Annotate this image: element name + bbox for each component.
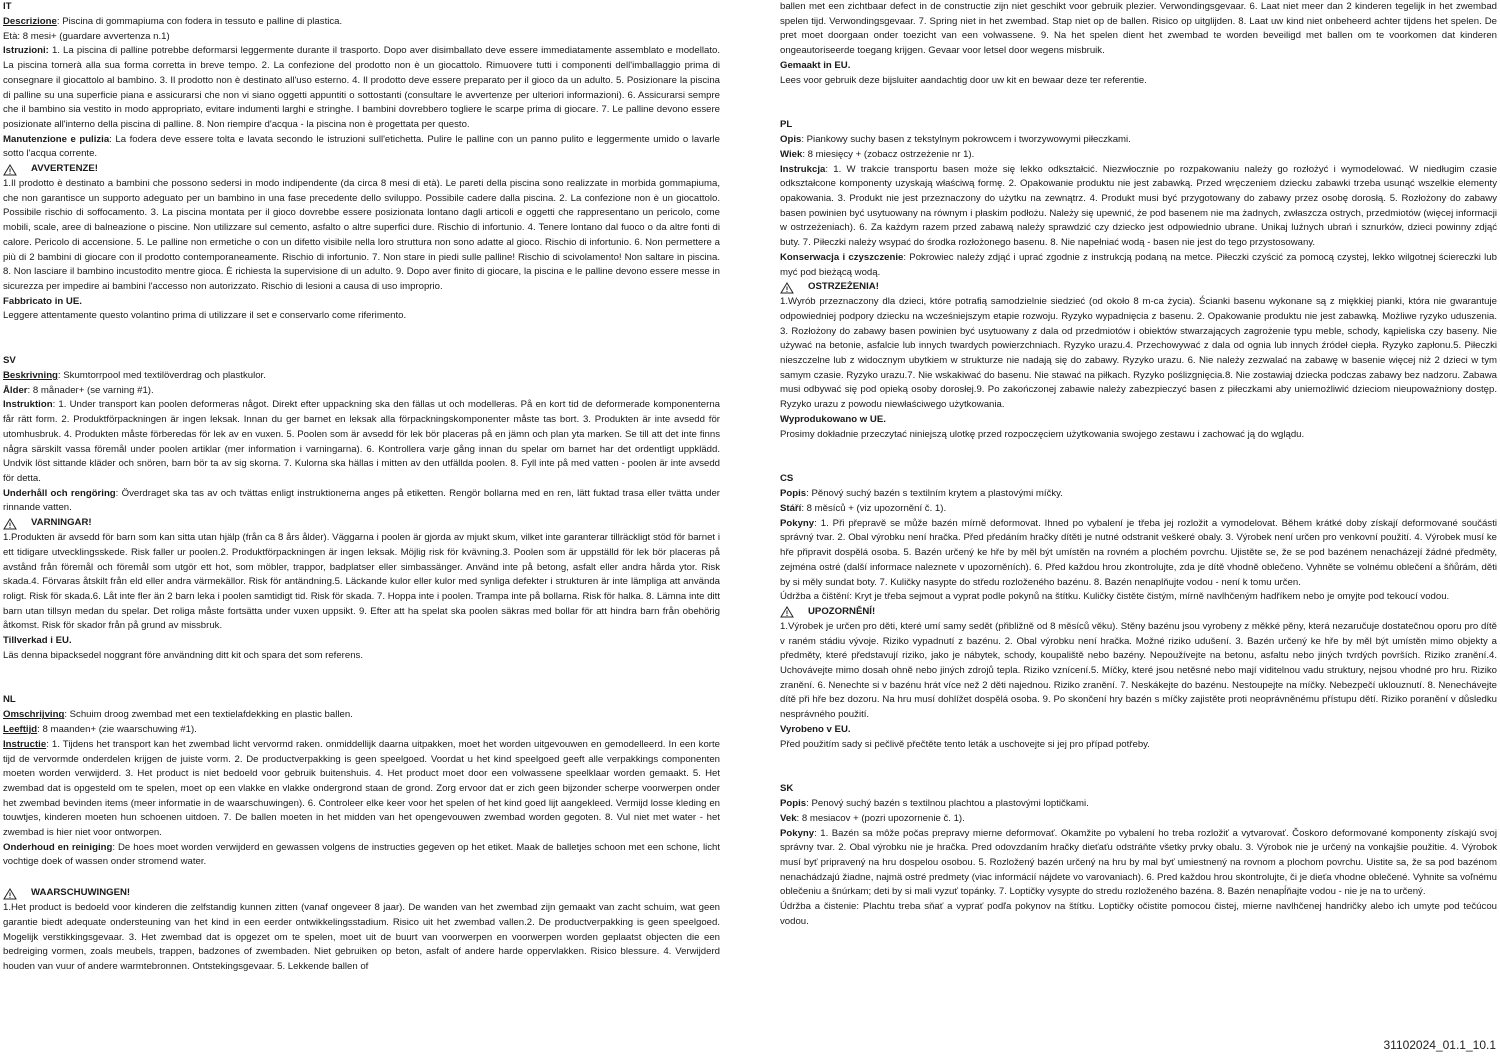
sv-made-in: Tillverkad i EU. xyxy=(3,635,72,647)
cs-description: Popis: Pěnový suchý bazén s textilním krytem a plastovými míčky. xyxy=(780,488,1063,500)
it-care: Manutenzione e pulizia: La fodera deve essere tolta e lavata secondo le istruzioni sull'etichetta. Pulire le palline con un panno pulito e leggermente umido o lavarle sotto l'acqua corrente. xyxy=(3,133,720,160)
it-instructions: Istruzioni: 1. La piscina di palline potrebbe deformarsi leggermente durante il trasporto. Dopo aver disimballato deve essere immediatamente assemblato e modellato. La piscina tornerà alla sua forma corretta in breve tempo. 2. La confezione del prodotto non è un giocattolo. Rimuovere tutti i componenti dell'imballaggio prima di consegnare il giocattolo al bambino. 3. Il prodotto non è destinato all'uso esterno. 4. Il prodotto deve essere preparato per il gioco da un adulto. 5. Posizionare la piscina di palline su una superficie piana e assicurarsi che non vi siano oggetti appuntiti o sottostanti (consultare le avvertenze per ulteriori informazioni). 6. Assicurarsi sempre che il bambino sia vestito in modo appropriato, evitare indumenti larghi e stringhe. I bambini dovrebbero togliere le scarpe prima di giocare. 7. Le palline devono essere posizionate all'interno della piscina di palline. 8. Non riempire d'acqua - la piscina non è progettata per questo. xyxy=(3,45,720,130)
lang-code-nl: NL xyxy=(3,694,16,706)
sv-warning-title: VARNINGAR! xyxy=(3,516,720,531)
section-nl xyxy=(3,693,720,974)
section-pl xyxy=(780,118,1497,442)
cs-read-note: Před použitím sady si pečlivě přečtěte tento leták a uschovejte si jej pro případ potřeby. xyxy=(780,738,1150,750)
sk-age: Vek: 8 mesiacov + (pozri upozornenie č. 1). xyxy=(780,812,965,824)
sk-care: Údržba a čistenie: Plachtu treba sňať a vyprať podľa pokynov na štítku. Loptičky očistite pomocou čistej, mierne navlhčenej handričky alebo ich umyte pod tečúcou vodou. xyxy=(780,901,1497,927)
sk-description: Popis: Penový suchý bazén s textilnou plachtou a plastovými loptičkami. xyxy=(780,798,1089,810)
lang-code-pl: PL xyxy=(780,119,793,131)
pl-warnings: 1.Wyrób przeznaczony dla dzieci, które potrafią samodzielnie siedzieć (od około 8 m-ca życia). Ścianki basenu wykonane są z miękkiej pianki, która nie gwarantuje odpowiedniej podpory dziecku na wcześniejszym etapie rozwoju. Ryzyko wypadnięcia z basenu. 2. Opakowanie produktu nie jest zabawką. Możliwe ryzyko uduszenia. 3. Rozłożony do zabawy basen powinien być usytuowany z dala od przedmiotów i obiektów stwarzających zagrożenie typu meble, schody, kąpieliska czy baseny. Nie używać na betonie, asfalcie lub innych twardych powierzchniach. Ryzyko urazu.4. Przechowywać z dala od ognia lub innych źródeł ciepła. Ryzyko zapłonu.5. Piłeczki nieszczelne lub z widocznym ubytkiem w strukturze nie nadają się do zabawy. Ryzyko urazu. 6. Nie należy zezwalać na zabawę w basenie więcej niż 2 dzieci w tym samym czasie. Ryzyko urazu.7. Nie wskakiwać do basenu. Nie stawać na piłkach. Ryzyko poślizgnięcia.8. Nie zostawiaj dziecka podczas zabawy bez nadzoru. Zabawa musi odbywać się pod opieką osoby dorosłej.9. Po zakończonej zabawie należy zabezpieczyć basen z piłeczkami aby uniemożliwić dzieciom nieupoważniony dostęp. Ryzyko urazu z powodu niewłaściwego użytkowania. xyxy=(780,296,1497,411)
sv-warnings: 1.Produkten är avsedd för barn som kan sitta utan hjälp (från ca 8 års ålder). Väggarna i poolen är gjorda av mjukt skum, vilket inte garanterar tillräckligt stöd för barnet i ett tidigare utvecklingsskede. Risk faller ur poolen.2. Produktförpackningen är ingen leksak. Möjlig risk för kvävning.3. Poolen som är uppställd för lek bör placeras på avstånd från föremål och föremål som utgör ett hot, som möbler, trappor, badplatser eller simbassänger. Använd inte på betong, asfalt eller andra hårda ytor. Risk skada.4. Förvaras åtskilt från eld eller andra värmekällor. Risk för antändning.5. Läckande kulor eller kulor med synliga defekter i strukturen är inte lämpliga att använda roligt. Risk för skada.6. Låt inte fler än 2 barn leka i poolen samtidigt tid. Risk för skada. 7. Hoppa inte i poolen. Trampa inte på bollarna. Risk för halka. 8. Lämna inte ditt barn utan tillsyn medan du spelar. Det roliga måste fortsätta under vuxen uppsikt. 9. Efter att ha spelat ska poolen säkras med bollar för att hindra barn från obehörig åtkomst. Risk för skador från på grund av missbruk. xyxy=(3,532,720,632)
warning-triangle-icon xyxy=(3,888,17,900)
nl-read-note: Lees voor gebruik deze bijsluiter aandachtig door uw kit en bewaar deze ter referentie. xyxy=(780,74,1147,86)
it-warnings: 1.Il prodotto è destinato a bambini che possono sedersi in modo indipendente (da circa 8 mesi di età). Le pareti della piscina sono realizzate in morbida gommapiuma, che non garantisce un supporto adeguato per un bambino in una fase precedente dello sviluppo. Possibile cadere dalla piscina. 2. La confezione non è un giocattolo. Possibile rischio di soffocamento. 3. La piscina montata per il gioco dovrebbe essere posizionata lontano dagli articoli e oggetti che rappresentano un pericolo, come mobili, scale, aree di balneazione o piscine. Non utilizzare sul cemento, asfalto o altre superfici dure. Rischio di infortunio. 4. Tenere lontano dal fuoco o da altre fonti di calore. Pericolo di accensione. 5. Le palline non ermetiche o con un difetto visibile nella loro struttura non sono adatte al gioco. Rischio di infortunio. 6. Non permettere a più di 2 bambini di giocare con il prodotto contemporaneamente. Rischio di infortunio. 7. Non stare in piedi sulle palline! Rischio di scivolamento! Non saltare in piscina. 8. Non lasciare il bambino incustodito mentre gioca. È richiesta la supervisione di un adulto. 9. Dopo aver finito di giocare, la piscina e le palline devono essere messe in sicurezza per impedire ai bambini l'accesso non autorizzato. Rischio di lesioni a causa di uso improprio. xyxy=(3,178,720,292)
nl-description: Omschrijving: Schuim droog zwembad met een textielafdekking en plastic ballen. xyxy=(3,709,353,721)
cs-warning-title: UPOZORNĚNÍ! xyxy=(780,605,1497,620)
cs-age: Stáří: 8 měsíců + (viz upozornění č. 1). xyxy=(780,502,947,514)
section-sv xyxy=(3,354,720,663)
nl-care: Onderhoud en reiniging: De hoes moet worden verwijderd en gewassen volgens de instructies gegeven op het etiket. Maak de balletjes schoon met een schone, licht vochtige doek of wassen onder stromend water. xyxy=(3,841,720,868)
cs-instructions: Pokyny: 1. Při přepravě se může bazén mírně deformovat. Ihned po vybalení je třeba jej rozložit a vymodelovat. Během krátké doby získají deformované součásti správný tvar. 2. Obal výrobku není hračka. Před předáním hračky dítěti je nutné odstranit veškeré obaly. 3. Výrobek není určen pro venkovní použití. 4. Výrobek musí ke hře připravit dospělá osoba. 5. Bazén určený ke hře by měl být umístěn na rovném a plochém povrchu. Ujistěte se, že se pod bazénem nenacházejí žádné předměty, zejména ostré (další informace naleznete v upozorněních). 6. Před každou hrou zkontrolujte, zda je dítě vhodně oblečeno. Vyhněte se volnému oblečení a šňůrám, děti by si měly sundat boty. 7. Kuličky nasypte do středu rozloženého bazénu. 8. Bazén nenaplňujte vodou - není k tomu určen. xyxy=(780,517,1497,588)
cs-care: Údržba a čištění: Kryt je třeba sejmout a vyprat podle pokynů na štítku. Kuličky čistěte čistým, mírně navlhčeným hadříkem nebo je omyjte pod tekoucí vodou. xyxy=(780,591,1450,603)
left-column xyxy=(3,0,720,975)
it-age: Età: 8 mesi+ (guardare avvertenza n.1) xyxy=(3,30,170,42)
section-nl-continued xyxy=(780,0,1497,88)
sk-instructions: Pokyny: 1. Bazén sa môže počas prepravy mierne deformovať. Okamžite po vybalení ho treba rozložiť a vytvarovať. Čoskoro deformované komponenty získajú svoj správny tvar. 2. Obal výrobku nie je hračka. Pred odovzdaním hračky dieťaťu odstráňte všetky prvky obalu. 3. Výrobok nie je určený na vonkajšie použitie. 4. Výrobok musí byť pripravený na hru dospelou osobou. 5. Rozložený bazén určený na hru by mal byť umiestnený na rovnom a plochom povrchu. Uistite sa, že sa pod bazénom nenachádzajú žiadne, najmä ostré predmety (viac informácií nájdete vo varovaniach). 6. Pred každou hrou skontrolujte, či je dieťa vhodne oblečené. Vyhnite sa voľnému oblečeniu a šnúrkam; deti by si mali vyzuť topánky. 7. Loptičky vysypte do stredu rozloženého bazéna. 8. Bazén nenapĺňajte vodou - nie je na to určený. xyxy=(780,827,1497,898)
cs-warnings: 1.Výrobek je určen pro děti, které umí samy sedět (přibližně od 8 měsíců věku). Stěny bazénu jsou vyrobeny z měkké pěny, která nezaručuje dostatečnou oporu pro dítě v raném stádiu vývoje. Riziko vypadnutí z bazénu. 2. Obal výrobku není hračka. Možné riziko udušení. 3. Bazén určený ke hře by měl být umístěn mimo objekty a předměty, které představují riziko, jako je nábytek, schody, koupaliště nebo bazény. Nepoužívejte na betonu, asfaltu nebo jiných tvrdých površích. Riziko zranění.4. Uchovávejte mimo dosah ohně nebo jiných zdrojů tepla. Riziko vznícení.5. Míčky, které jsou netěsné nebo mají viditelnou vadu struktury, nejsou vhodné pro hru. Riziko zranění. 6. Nenechte si v bazénu hrát více než 2 děti najednou. Riziko zranění. 7. Neskákejte do bazénu. Nestoupejte na míčky. Nebezpečí uklouznutí. 8. Nenechávejte dítě při hře bez dozoru. Na hru musí dohlížet dospělá osoba. 9. Po skončení hry bazén s míčky zajistěte proti neoprávněnému přístupu dětí. Riziko poranění v důsledku nesprávného použití. xyxy=(780,620,1497,721)
cs-made-in: Vyrobeno v EU. xyxy=(780,723,851,735)
nl-made-in: Gemaakt in EU. xyxy=(780,59,851,71)
section-cs xyxy=(780,472,1497,752)
nl-warning-title: WAARSCHUWINGEN! xyxy=(3,886,720,901)
section-it xyxy=(3,0,720,324)
warning-triangle-icon xyxy=(3,164,17,176)
nl-warnings: 1.Het product is bedoeld voor kinderen die zelfstandig kunnen zitten (vanaf ongeveer 8 jaar). De wanden van het zwembad zijn gemaakt van zacht schuim, wat geen garantie biedt adequate ondersteuning van het kind in een eerder ontwikkelingsstadium. Risico uit het zwembad vallen.2. De productverpakking is geen speelgoed. Mogelijk verstikkingsgevaar. 3. Het zwembad dat is opgezet om te spelen, moet uit de buurt van voorwerpen en voorwerpen worden geplaatst objecten die een bedreiging vormen, zoals meubels, trappen, badzones of zwembaden. Niet gebruiken op beton, asfalt of andere harde oppervlakken. Risico blessure. 4. Verwijderd houden van vuur of andere warmtebronnen. Ontstekingsgevaar. 5. Lekkende ballen of xyxy=(3,902,720,972)
pl-instructions: Instrukcja: 1. W trakcie transportu basen może się lekko odkształcić. Niezwłocznie po rozpakowaniu należy go rozłożyć i wymodelować. W niedługim czasie odkształcone komponenty uzyskają właściwą formę. 2. Opakowanie produktu nie jest zabawką. Przed wręczeniem dziecku zabawki trzeba usunąć wszelkie elementy opakowania. 3. Produkt nie jest przeznaczony do użytku na zewnątrz. 4. Produkt musi być przygotowany do zabawy przez osobę dorosłą. 5. Rozłożony do zabawy basen powinien być usytuowany na równym i płaskim podłożu. Należy się upewnić, że pod basenem nie ma żadnych, zwłaszcza ostrych, przedmiotów (więcej informacji w ostrzeżeniach). 6. Za każdym razem przed zabawą należy sprawdzić czy dziecko jest odpowiednio ubrane. Unikaj luźnych ubrań i sznurków, dzieci powinny zdjąć buty. 7. Piłeczki należy wsypać do środka rozłożonego basenu. 8. Nie napełniać wodą - basen nie jest do tego przystosowany. xyxy=(780,163,1497,249)
sv-read-note: Läs denna bipacksedel noggrant före användning ditt kit och spara det som referens. xyxy=(3,649,363,661)
nl-instructions: Instructie: 1. Tijdens het transport kan het zwembad licht vervormd raken. onmiddellijk daarna uitpakken, moet het worden uitgevouwen en gemodelleerd. In een korte tijd de vervormde onderdelen krijgen de juiste vorm. 2. De productverpakking is geen speelgoed. Voordat u het kind speelgoed geeft alle verpakkings componenten moeten worden verwijderd. 3. Het product is niet bedoeld voor gebruik buitenshuis. 4. Het product moet door een volwassene speelklaar worden gemaakt. 5. Het zwembad dat is opgesteld om te spelen, moet op een vlakke en vlakke ondergrond staan de grond. Zorg ervoor dat er zich geen bijzonder scherpe voorwerpen onder het zwembad bevinden items (meer informatie in de waarschuwingen). 6. Controleer elke keer voor het spelen of het kind goed lijt aangekleed. Vermijd losse kleding en touwtjes, kinderen moeten hun schoenen uitdoen. 7. De ballen moeten in het midden van het opengevouwen zwembad worden gegoten. 8. Vul niet met water - het zwembad is hier niet voor ontworpen. xyxy=(3,738,720,839)
section-sk xyxy=(780,782,1497,929)
lang-code-sv: SV xyxy=(3,355,16,367)
pl-age: Wiek: 8 miesięcy + (zobacz ostrzeżenie nr 1). xyxy=(780,148,975,160)
pl-read-note: Prosimy dokładnie przeczytać niniejszą ulotkę przed rozpoczęciem użytkowania swojego zestawu i zachować ją do wglądu. xyxy=(780,428,1305,440)
sv-description: Beskrivning: Skumtorrpool med textilöverdrag och plastkulor. xyxy=(3,370,266,382)
it-made-in: Fabbricato in UE. xyxy=(3,295,82,307)
sv-care: Underhåll och rengöring: Överdraget ska tas av och tvättas enligt instruktionerna anges på etiketten. Rengör bollarna med en ren, lätt fuktad trasa eller tvätta under rinnande vatten. xyxy=(3,487,720,514)
sv-age: Ålder: 8 månader+ (se varning #1). xyxy=(3,384,154,396)
warning-triangle-icon xyxy=(780,606,794,618)
pl-care: Konserwacja i czyszczenie: Pokrowiec należy zdjąć i uprać zgodnie z instrukcją podaną na metce. Piłeczki czyścić za pomocą czystej, lekko wilgotnej ściereczki lub myć pod bieżącą wodą. xyxy=(780,251,1497,278)
it-description: Descrizione: Piscina di gommapiuma con fodera in tessuto e palline di plastica. xyxy=(3,16,343,27)
nl-warnings-continued: ballen met een zichtbaar defect in de constructie zijn niet geschikt voor gebruik plezier. Verwondingsgevaar. 6. Laat niet meer dan 2 kinderen tegelijk in het zwembad spelen tijd. Verwondingsgevaar. 7. Spring niet in het zwembad. Stap niet op de ballen. Risico op uitglijden. 8. Laat uw kind niet onbeheerd achter tijdens het spelen. De pret moet doorgaan onder toezicht van een volwassene. 9. Na het spelen dient het zwembad te worden beveiligd met ballen om te voorkomen dat kinderen ongeautoriseerde toegang krijgen. Gevaar voor letsel door wegens misbruik. xyxy=(780,1,1497,57)
it-read-note: Leggere attentamente questo volantino prima di utilizzare il set e conservarlo come riferimento. xyxy=(3,310,407,322)
nl-age: Leeftijd: 8 maanden+ (zie waarschuwing #1). xyxy=(3,724,197,736)
document-code: 31102024_01.1_10.1 xyxy=(1383,1038,1496,1052)
lang-code-sk: SK xyxy=(780,783,794,795)
pl-description: Opis: Piankowy suchy basen z tekstylnym pokrowcem i tworzywowymi piłeczkami. xyxy=(780,134,1131,146)
lang-code-it: IT xyxy=(3,1,12,12)
right-column xyxy=(780,0,1497,930)
pl-warning-title: OSTRZEŻENIA! xyxy=(780,280,1497,295)
lang-code-cs: CS xyxy=(780,473,794,485)
warning-triangle-icon xyxy=(780,282,794,294)
sv-instructions: Instruktion: 1. Under transport kan poolen deformeras något. Direkt efter uppackning ska den fällas ut och modelleras. På en kort tid de deformerade komponenterna får rätt form. 2. Produktförpackningen är ingen leksak. Innan du ger barnet en leksak alla förpackningskomponenter måste tas bort. 3. Produkten är inte avsedd för utomhusbruk. 4. Produkten måste förberedas för lek av en vuxen. 5. Poolen som är avsedd för lek bör placeras på en jämn och plan yta marken. Se till att det inte finns några särskilt vassa föremål under poolen artiklar (mer information i varningarna). 6. Kontrollera varje gång innan du spelar om barnet har det ordentligt uppklädd. Undvik löst sittande kläder och snören, barn bör ta av sig skorna. 7. Kulorna ska hällas i mitten av den utfällda poolen. 8. Fyll inte på med vatten - poolen är inte avsedd för detta. xyxy=(3,399,720,484)
it-warning-title: AVVERTENZE! xyxy=(3,162,720,177)
warning-triangle-icon xyxy=(3,518,17,530)
pl-made-in: Wyprodukowano w UE. xyxy=(780,413,886,425)
